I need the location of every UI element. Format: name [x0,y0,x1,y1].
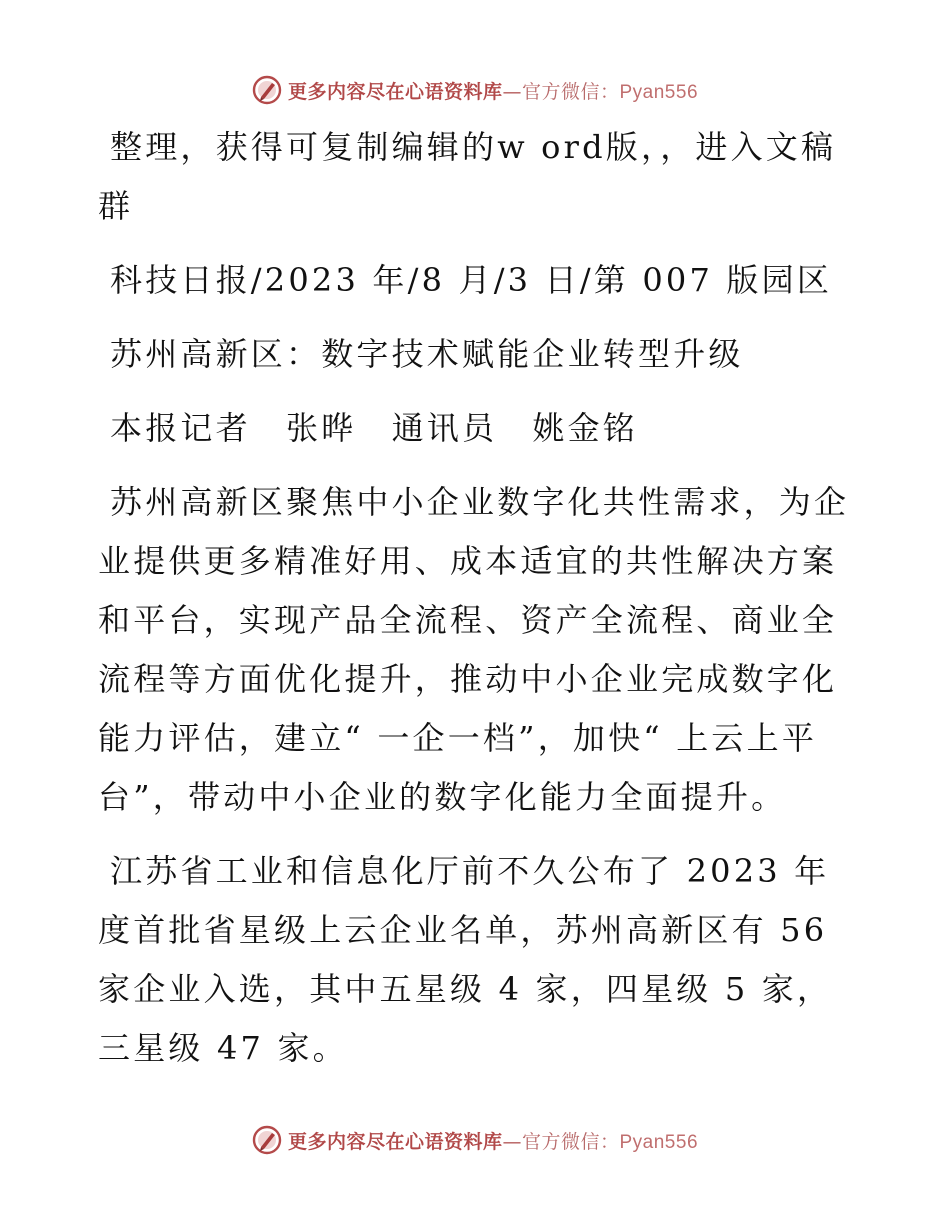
watermark-contact: 官方微信： [521,80,620,103]
body-paragraph: 苏州高新区聚焦中小企业数字化共性需求，为企业提供更多精准好用、成本适宜的共性解决方案和平台，实现产品全流程、资产全流程、商业全流程等方面优化提升，推动中小企业完成数字化能力评估，建立“ 一企一档”，加快“ 上云上平台”，带动中小企业的数字化能力全面提升。 [98,483,850,816]
watermark-promo: 更多内容尽在心语资料库 [287,80,503,103]
watermark-text [288,1127,698,1154]
watermark-dash: — [502,1130,522,1153]
header-watermark [0,70,950,110]
watermark-wechat-id: Pyan556 [619,1131,699,1153]
source-line: 科技日报/2023 年/8 月/3 日/第 007 版园区 [110,261,833,299]
intro-note: 整理，获得可复制编辑的w ord版，，进入文稿群 [98,128,837,225]
watermark-promo: 更多内容尽在心语资料库 [287,1130,503,1153]
pen-circle-logo-icon [252,1125,282,1155]
document-body [98,118,856,1093]
byline: 本报记者 张晔 通讯员 姚金铭 [110,409,639,447]
watermark-dash: — [502,80,522,103]
article-title: 苏州高新区：数字技术赋能企业转型升级 [110,335,744,373]
body-paragraph: 江苏省工业和信息化厅前不久公布了 2023 年度首批省星级上云企业名单，苏州高新区有 56家企业入选，其中五星级 4 家，四星级 5 家，三星级 47 家。 [98,852,833,1067]
watermark-text [288,77,698,104]
watermark-wechat-id: Pyan556 [619,81,699,103]
watermark-contact: 官方微信： [521,1130,620,1153]
pen-circle-logo-icon [252,75,282,105]
footer-watermark [0,1120,950,1160]
